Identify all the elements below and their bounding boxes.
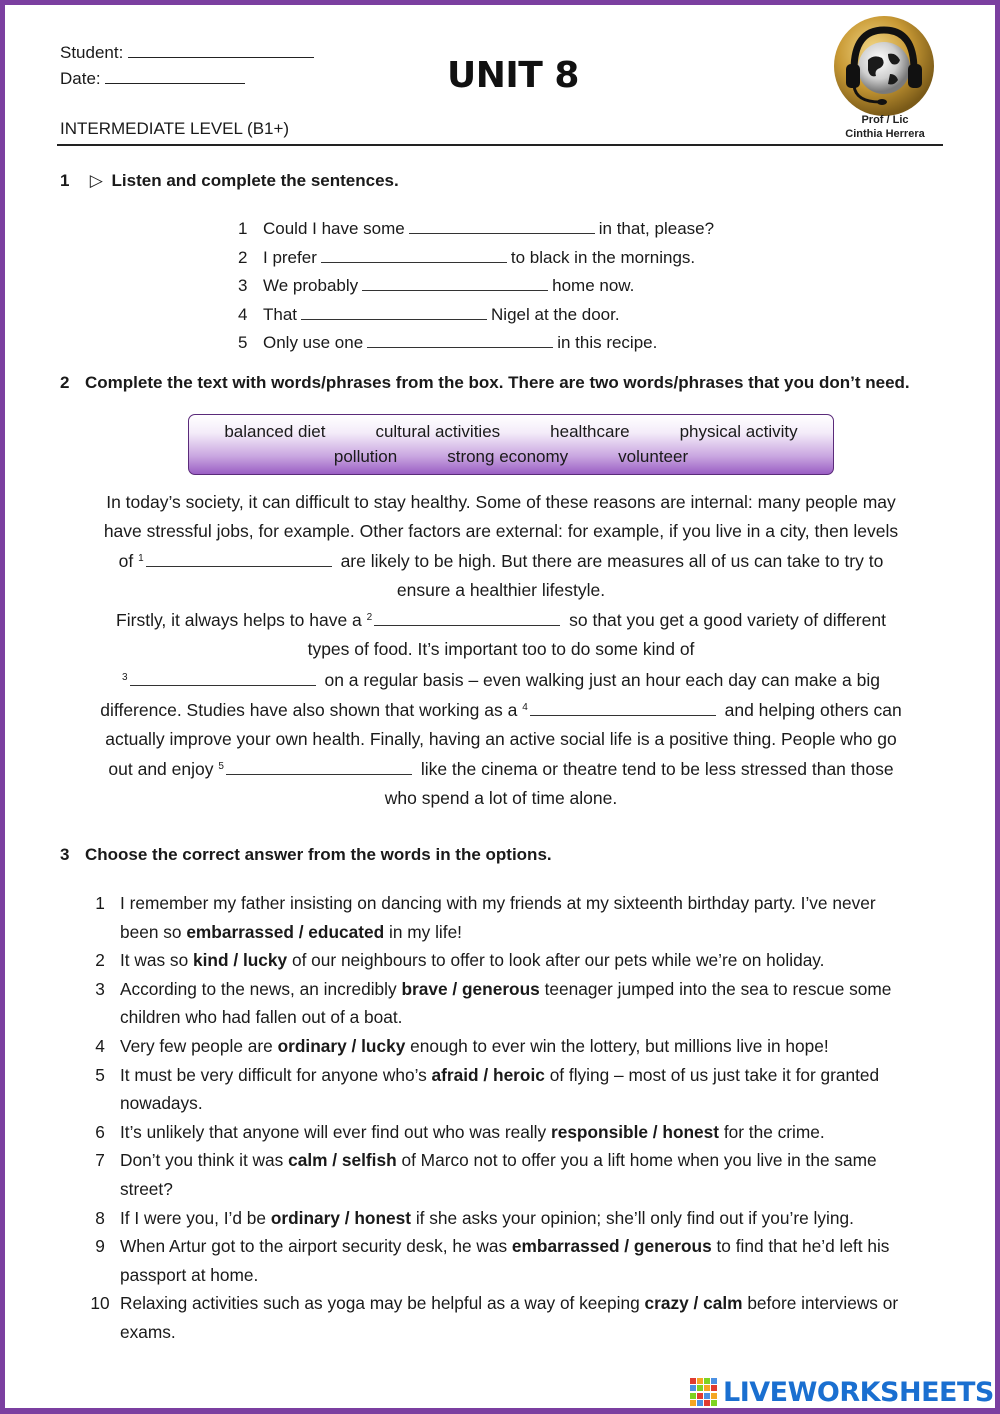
item-text-before: We probably	[263, 276, 359, 296]
section3-list	[80, 889, 910, 1347]
section1-title	[60, 171, 399, 191]
liveworksheets-logo	[690, 1376, 994, 1408]
item-text-before: That	[263, 304, 298, 324]
paragraph-text: In today’s society, it can difficult to stay healthy. Some of these reasons are internal: many people may have stressful jobs, for example. Other factors are external: for example, if you live in a city, then levels of	[103, 492, 899, 572]
word-box-item: balanced diet	[224, 422, 326, 441]
item-number: 2	[238, 247, 248, 267]
paragraph-text: so that you get a good variety of different types of food. It’s important too to do some kind of	[307, 610, 886, 659]
section1-list	[238, 219, 714, 362]
section2-title-text: Complete the text with words/phrases from the box. There are two words/phrases that you don’t need.	[85, 373, 910, 392]
item-text-before: I remember my father insisting on dancing with my friends at my sixteenth birthday party. I’ve never been so	[120, 893, 876, 942]
answer-options[interactable]: afraid / heroic	[431, 1064, 545, 1085]
answer-options[interactable]: calm / selfish	[288, 1150, 397, 1171]
item-text	[120, 1204, 910, 1233]
item-text-after: of flying – most of us just take it for granted nowadays.	[120, 1064, 880, 1114]
answer-options[interactable]: responsible / honest	[550, 1121, 720, 1142]
list-item	[80, 946, 910, 975]
list-item	[80, 975, 910, 1032]
page-title: UNIT 8	[447, 55, 579, 96]
answer-options[interactable]: ordinary / honest	[270, 1207, 412, 1228]
answer-options[interactable]: ordinary / lucky	[277, 1035, 406, 1056]
headset-globe-logo-icon	[832, 14, 936, 118]
answer-input[interactable]	[362, 277, 548, 291]
item-number: 6	[95, 1121, 105, 1142]
item-text-before: Don’t you think it was	[120, 1150, 284, 1171]
item-number: 5	[238, 333, 248, 353]
date-input[interactable]	[105, 70, 245, 84]
item-text-after: if she asks your opinion; she’ll only find out if you’re lying.	[415, 1207, 854, 1228]
list-item	[80, 1118, 910, 1147]
item-text-after: home now.	[552, 276, 635, 296]
section1-number: 1	[60, 171, 70, 190]
list-item	[238, 276, 714, 305]
level-label: INTERMEDIATE LEVEL (B1+)	[60, 119, 290, 138]
item-text-after: of our neighbours to offer to look after our pets while we’re on holiday.	[291, 950, 825, 971]
item-text-before: Very few people are	[120, 1035, 273, 1056]
item-text-before: Only use one	[263, 333, 364, 353]
student-name-input[interactable]	[128, 44, 314, 58]
gap-input-5[interactable]	[226, 761, 412, 775]
answer-options[interactable]: brave / generous	[401, 978, 540, 999]
play-audio-icon[interactable]: ▷	[89, 171, 103, 190]
item-text-before: If I were you, I’d be	[120, 1207, 267, 1228]
gap-input-1[interactable]	[146, 553, 332, 567]
gap-input-2[interactable]	[374, 612, 560, 626]
item-text-after: to find that he’d left his passport at home.	[120, 1236, 890, 1285]
reading-paragraph	[100, 488, 902, 813]
item-text-after: to black in the mornings.	[510, 247, 696, 267]
item-text-before: It was so	[120, 950, 189, 971]
list-item	[238, 248, 714, 277]
word-box-item: physical activity	[679, 422, 798, 441]
item-text-after: in my life!	[389, 921, 462, 942]
item-text-after: in that, please?	[598, 219, 715, 238]
word-box-item: cultural activities	[375, 422, 501, 441]
item-number: 3	[95, 978, 105, 999]
item-text-before: Could I have some	[263, 219, 405, 238]
section3-title-text: Choose the correct answer from the words in the options.	[85, 845, 552, 864]
gap-number: 3	[122, 671, 128, 683]
answer-options[interactable]: kind / lucky	[193, 950, 288, 971]
paragraph-text: are likely to be high. But there are measures all of us can take to try to ensure a healthier lifestyle.	[340, 551, 884, 600]
word-box-item: volunteer	[618, 447, 689, 466]
date-line	[60, 69, 245, 89]
date-label: Date:	[60, 69, 101, 88]
logo-caption-line2: Cinthia Herrera	[845, 128, 925, 140]
section3-title	[60, 845, 552, 865]
item-number: 3	[238, 276, 248, 296]
word-box-item: healthcare	[550, 422, 630, 441]
item-number: 10	[90, 1293, 110, 1314]
item-text-before: It’s unlikely that anyone will ever find out who was really	[120, 1121, 547, 1142]
section1-title-text: Listen and complete the sentences.	[111, 171, 399, 190]
paragraph-text: on a regular basis – even walking just an hour each day can make a big difference. Studies have also shown that working as a	[100, 669, 880, 721]
gap-number: 2	[366, 612, 373, 624]
paragraph-text: like the cinema or theatre tend to be less stressed than those who spend a lot of time alone.	[384, 759, 894, 808]
item-number: 2	[95, 950, 105, 971]
list-item	[238, 333, 714, 362]
student-line	[60, 43, 314, 63]
gap-number: 5	[218, 761, 224, 773]
item-text-before: I prefer	[263, 247, 317, 267]
item-text-before: It must be very difficult for anyone who’s	[120, 1064, 427, 1085]
word-box-item: strong economy	[447, 447, 569, 466]
item-text	[120, 889, 910, 946]
answer-options[interactable]: embarrassed / educated	[186, 921, 385, 942]
item-text	[120, 1232, 910, 1289]
list-item	[80, 1289, 910, 1346]
item-text-before: Relaxing activities such as yoga may be helpful as a way of keeping	[120, 1293, 640, 1314]
item-text	[120, 946, 910, 975]
item-text	[120, 975, 910, 1032]
item-text-after: for the crime.	[723, 1121, 825, 1142]
answer-input[interactable]	[367, 334, 553, 348]
paragraph-text: and helping others can actually improve your own health. Finally, having an active social life is a positive thing. People who go out and enjoy	[105, 700, 902, 780]
item-number: 9	[95, 1236, 105, 1257]
item-text-after: Nigel at the door.	[491, 304, 620, 324]
item-text	[120, 1061, 910, 1118]
liveworksheets-grid-icon	[690, 1378, 720, 1406]
section2-title	[60, 373, 910, 393]
item-text	[120, 1118, 910, 1147]
list-item	[80, 889, 910, 946]
answer-input[interactable]	[301, 306, 487, 320]
answer-options[interactable]: crazy / calm	[644, 1293, 743, 1314]
list-item	[80, 1032, 910, 1061]
item-number: 1	[95, 893, 105, 913]
item-text-before: When Artur got to the airport security desk, he was	[120, 1236, 508, 1257]
logo-caption	[820, 113, 950, 141]
item-number: 8	[95, 1207, 105, 1228]
item-number: 1	[238, 219, 248, 238]
list-item	[80, 1232, 910, 1289]
item-text	[120, 1289, 910, 1346]
student-label: Student:	[60, 43, 124, 62]
item-text	[120, 1146, 910, 1203]
item-text-before: According to the news, an incredibly	[120, 978, 397, 999]
gap-input-3[interactable]	[130, 672, 316, 686]
item-number: 7	[95, 1150, 105, 1171]
item-text	[120, 1032, 910, 1061]
item-text-after: enough to ever win the lottery, but millions live in hope!	[410, 1035, 829, 1056]
answer-input[interactable]	[321, 249, 507, 263]
item-number: 4	[238, 304, 248, 324]
paragraph-text: Firstly, it always helps to have a	[116, 610, 362, 631]
section3-number: 3	[60, 845, 70, 864]
logo-caption-line1: Prof / Lic	[861, 114, 909, 126]
item-number: 4	[95, 1035, 105, 1056]
item-text-after: of Marco not to offer you a lift home when you live in the same street?	[120, 1150, 877, 1199]
list-item	[238, 219, 714, 248]
item-text-after: in this recipe.	[557, 333, 658, 353]
gap-number: 1	[138, 553, 144, 565]
word-box	[188, 414, 834, 475]
list-item	[238, 305, 714, 334]
item-text-after: before interviews or exams.	[120, 1293, 899, 1342]
list-item	[80, 1061, 910, 1118]
word-box-item: pollution	[333, 447, 398, 466]
item-number: 5	[95, 1064, 105, 1085]
section2-number: 2	[60, 373, 70, 392]
item-text-after: teenager jumped into the sea to rescue some children who had fallen out of a boat.	[120, 978, 892, 1028]
gap-number: 4	[522, 702, 528, 714]
gap-input-4[interactable]	[530, 702, 716, 716]
brand-text: LIVEWORKSHEETS	[723, 1376, 994, 1408]
answer-input[interactable]	[409, 220, 595, 234]
header-divider	[57, 144, 943, 146]
list-item	[80, 1146, 910, 1203]
list-item	[80, 1204, 910, 1233]
answer-options[interactable]: embarrassed / generous	[511, 1236, 712, 1257]
